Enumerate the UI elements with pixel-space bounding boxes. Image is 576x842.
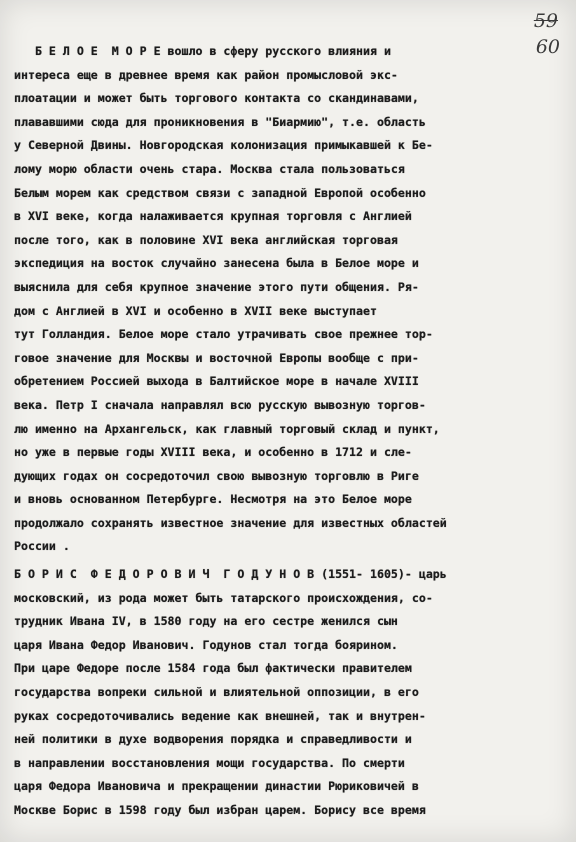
text-line: плоатации и может быть торгового контакта со скандинавами, xyxy=(14,91,419,106)
text-line: выяснила для себя крупное значение этого пути общения. Ря- xyxy=(14,279,419,294)
text-line: века. Петр I сначала направлял всю русскую вывозную торгов- xyxy=(14,397,426,412)
text-line: Б Е Л О Е М О Р Е вошло в сферу русского влияния и xyxy=(14,44,391,58)
entry-white-sea xyxy=(14,40,534,559)
text-line: лю именно на Архангельск, как главный торговый склад и пункт, xyxy=(14,421,440,436)
typewritten-text xyxy=(14,40,534,823)
text-line: Москве Борис в 1598 году был избран царем. Борису все время xyxy=(14,803,426,817)
text-line: Б О Р И С Ф Е Д О Р О В И Ч Г О Д У Н О В (1551- 1605)- царь xyxy=(14,567,447,582)
text-line: обретением Россией выхода в Балтийское море в начале XVIII xyxy=(14,374,419,389)
text-line: дующих годах он сосредоточил свою вывозную торговлю в Риге xyxy=(14,468,419,483)
text-line: плававшими сюда для проникновения в "Биармию", т.е. область xyxy=(14,114,426,129)
text-line: экспедиция на восток случайно занесена была в Белое море и xyxy=(14,256,419,271)
text-line: трудник Ивана IV, в 1580 году на его сестре женился сын xyxy=(14,614,398,629)
text-line: государства вопреки сильной и влиятельной оппозиции, в его xyxy=(14,685,419,700)
page-number: 60 xyxy=(535,36,560,58)
text-line: и вновь основанном Петербурге. Несмотря на это Белое море xyxy=(14,492,412,507)
text-line: в XVI веке, когда налаживается крупная торговля с Англией xyxy=(14,209,412,224)
text-line: у Северной Двины. Новгородская колонизация примыкавшей к Бе- xyxy=(14,138,433,153)
text-line: говое значение для Москвы и восточной Европы вообще с при- xyxy=(14,350,419,365)
text-line: но уже в первые годы XVIII века, и особенно в 1712 и сле- xyxy=(14,445,412,460)
text-line: России . xyxy=(14,539,70,554)
text-line: царя Ивана Федор Иванович. Годунов стал тогда боярином. xyxy=(14,637,398,652)
text-line: московский, из рода может быть татарского происхождения, со- xyxy=(14,590,433,605)
text-line: руках сосредоточивались ведение как внешней, так и внутрен- xyxy=(14,708,426,723)
crossed-out-page-number: 59 xyxy=(533,10,558,32)
text-line: интереса еще в древнее время как район промысловой экс- xyxy=(14,67,398,82)
text-line: продолжало сохранять известное значение для известных областей xyxy=(14,515,447,530)
entry-boris-godunov xyxy=(14,563,534,823)
text-line: лому морю области очень стара. Москва стала пользоваться xyxy=(14,161,405,176)
text-line: ней политики в духе водворения порядка и справедливости и xyxy=(14,732,412,747)
text-line: При царе Федоре после 1584 года был фактически правителем xyxy=(14,661,412,676)
text-line: в направлении восстановления мощи государства. По смерти xyxy=(14,755,405,770)
text-line: Белым морем как средством связи с западной Европой особенно xyxy=(14,185,426,200)
text-line: после того, как в половине XVI века английская торговая xyxy=(14,232,398,247)
text-line: тут Голландия. Белое море стало утрачивать свое прежнее тор- xyxy=(14,327,433,342)
text-line: царя Федора Ивановича и прекращении династии Рюриковичей в xyxy=(14,779,419,794)
text-line: дом с Англией в XVI и особенно в XVII веке выступает xyxy=(14,303,377,318)
